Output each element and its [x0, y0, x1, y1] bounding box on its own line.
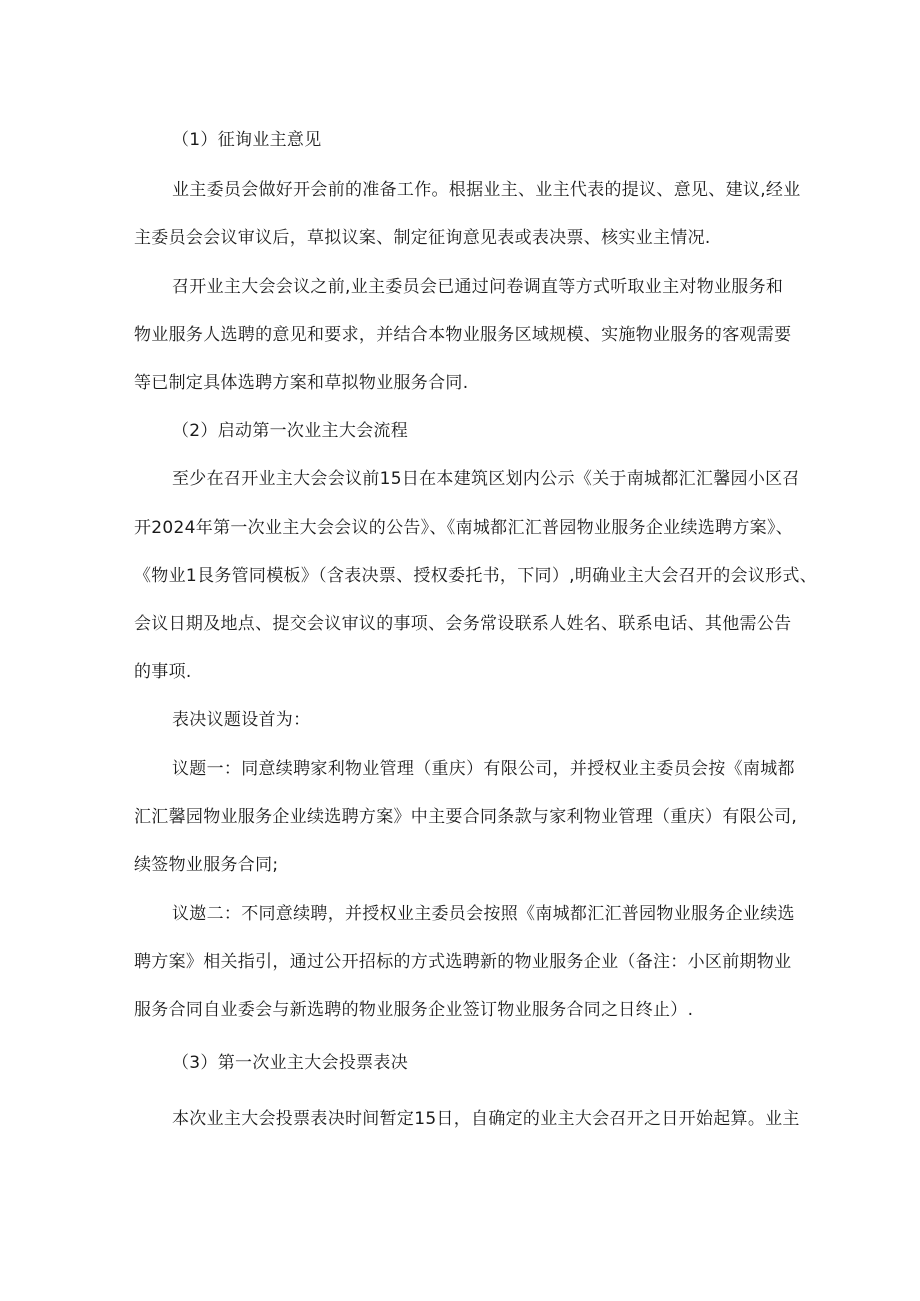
- section-1-paragraph-1-line-1: 业主委员会做好开会前的准备工作。根据业主、业主代表的提议、意见、建议,经业: [172, 180, 801, 200]
- section-2-paragraph-4-line-2: 聘方案》相关指引，通过公开招标的方式选聘新的物业服务企业（备注：小区前期物业: [134, 952, 792, 972]
- section-2-paragraph-1-line-3: 《物业1艮务管同模板》（含表决票、授权委托书，下同）,明确业主大会召开的会议形式、: [134, 566, 818, 586]
- section-1-paragraph-2-line-1: 召开业主大会会议之前,业主委员会已通过问卷调直等方式听取业主对物业服务和: [172, 277, 784, 297]
- section-2-paragraph-1-line-2: 开2024年第一次业主大会会议的公告》、《南城都汇汇普园物业服务企业续选聘方案》、: [134, 518, 794, 538]
- section-1-paragraph-1-line-2: 主委员会会议审议后，草拟议案、制定征询意见表或表决票、核实业主情况.: [134, 228, 711, 248]
- section-2-paragraph-1-line-4: 会议日期及地点、提交会议审议的事项、会务常设联系人姓名、联系电话、其他需公告: [134, 614, 792, 634]
- section-2-paragraph-4-line-3: 服务合同自业委会与新选聘的物业服务企业签订物业服务合同之日终止）.: [134, 1000, 694, 1020]
- section-1-paragraph-2-line-3: 等已制定具体选聘方案和草拟物业服务合同.: [134, 373, 469, 393]
- section-2-paragraph-1-line-5: 的事项.: [134, 662, 192, 682]
- section-1-paragraph-2-line-2: 物业服务人选聘的意见和要求，并结合本物业服务区域规模、实施物业服务的客观需要: [134, 325, 792, 345]
- section-2-paragraph-3-line-1: 议题一：同意续聘家利物业管理（重庆）有限公司，并授权业主委员会按《南城都: [172, 759, 795, 779]
- section-2-paragraph-4-line-1: 议遨二：不同意续聘，并授权业主委员会按照《南城都汇汇普园物业服务企业续选: [172, 904, 795, 924]
- section-2-heading: （2）启动第一次业主大会流程: [172, 421, 409, 441]
- section-3-heading: （3）第一次业主大会投票表决: [172, 1053, 409, 1073]
- section-2-paragraph-2: 表决议题设首为：: [172, 710, 311, 730]
- section-2-paragraph-3-line-2: 汇汇馨园物业服务企业续选聘方案》中主要合同条款与家利物业管理（重庆）有限公司,: [134, 807, 798, 827]
- section-2-paragraph-1-line-1: 至少在召开业主大会会议前15日在本建筑区划内公示《关于南城都汇汇馨园小区召: [172, 469, 800, 489]
- section-2-paragraph-3-line-3: 续签物业服务合同;: [134, 855, 279, 875]
- section-1-heading: （1）征询业主意见: [172, 130, 322, 150]
- section-3-paragraph-1-line-1: 本次业主大会投票表决时间暂定15日，自确定的业主大会召开之日开始起算。业主: [172, 1109, 800, 1129]
